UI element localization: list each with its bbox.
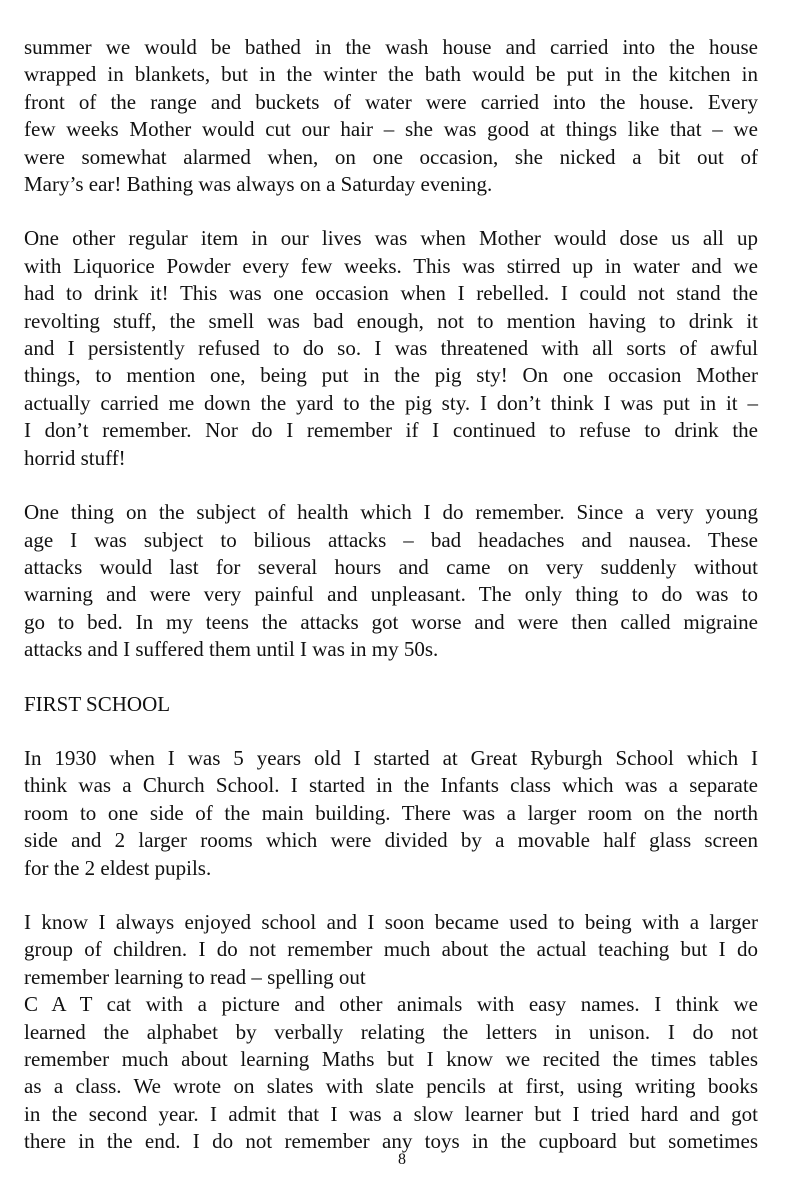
text-line: attacks would last for several hours and came on very suddenly without (24, 554, 758, 579)
text-line: with Liquorice Powder every few weeks. This was stirred up in water and we (24, 253, 758, 278)
text-line: One thing on the subject of health which I do remember. Since a very young (24, 500, 758, 525)
text-line: horrid stuff! (24, 445, 126, 470)
paragraph (24, 745, 758, 882)
text-line: actually carried me down the yard to the pig sty. I don’t think I was put in it – (24, 390, 758, 415)
text-line: warning and were very painful and unpleasant. The only thing to do was to (24, 582, 758, 607)
text-line: go to bed. In my teens the attacks got worse and were then called migraine (24, 609, 758, 634)
text-line: had to drink it! This was one occasion when I rebelled. I could not stand the (24, 281, 758, 306)
text-line: group of children. I do not remember much about the actual teaching but I do (24, 937, 758, 962)
text-line: age I was subject to bilious attacks – bad headaches and nausea. These (24, 527, 758, 552)
text-line: for the 2 eldest pupils. (24, 855, 212, 880)
page-number: 8 (398, 1151, 406, 1168)
text-line: think was a Church School. I started in the Infants class which was a separate (24, 773, 758, 798)
paragraph (24, 225, 758, 472)
text-line: there in the end. I do not remember any toys in the cupboard but sometimes (24, 1129, 758, 1154)
document-page (24, 34, 758, 1183)
text-line: attacks and I suffered them until I was in my 50s. (24, 637, 439, 662)
text-line: I don’t remember. Nor do I remember if I continued to refuse to drink the (24, 418, 758, 443)
paragraph (24, 499, 758, 663)
text-line: learned the alphabet by verbally relating the letters in unison. I do not (24, 1019, 758, 1044)
text-line: remember learning to read – spelling out (24, 964, 366, 989)
text-line: In 1930 when I was 5 years old I started at Great Ryburgh School which I (24, 745, 758, 770)
text-line: remember much about learning Maths but I know we recited the times tables (24, 1047, 758, 1071)
text-line: revolting stuff, the smell was bad enough, not to mention having to drink it (24, 308, 758, 333)
text-line: were somewhat alarmed when, on one occasion, she nicked a bit out of (24, 144, 758, 169)
text-line: as a class. We wrote on slates with slate pencils at first, using writing books (24, 1074, 758, 1099)
text-line: Mary’s ear! Bathing was always on a Saturday evening. (24, 172, 493, 197)
section-heading-first-school: FIRST SCHOOL (24, 691, 171, 716)
paragraph (24, 909, 758, 1156)
text-line: and I persistently refused to do so. I was threatened with all sorts of awful (24, 336, 758, 361)
text-line: summer we would be bathed in the wash house and carried into the house (24, 35, 758, 59)
text-line: I know I always enjoyed school and I soon became used to being with a larger (24, 909, 758, 934)
text-line: few weeks Mother would cut our hair – she was good at things like that – we (24, 117, 758, 142)
text-line: One other regular item in our lives was when Mother would dose us all up (24, 226, 758, 251)
paragraph (24, 34, 758, 198)
text-line: room to one side of the main building. There was a larger room on the north (24, 800, 758, 825)
section-health (24, 34, 758, 664)
text-line: in the second year. I admit that I was a slow learner but I tried hard and got (24, 1101, 758, 1126)
text-line: C A T cat with a picture and other animals with easy names. I think we (24, 992, 758, 1017)
text-line: side and 2 larger rooms which were divided by a movable half glass screen (24, 828, 758, 853)
text-line: front of the range and buckets of water were carried into the house. Every (24, 89, 758, 114)
text-line: wrapped in blankets, but in the winter the bath would be put in the kitchen in (24, 62, 758, 87)
section-first-school (24, 745, 758, 1156)
text-line: things, to mention one, being put in the pig sty! On one occasion Mother (24, 363, 758, 388)
